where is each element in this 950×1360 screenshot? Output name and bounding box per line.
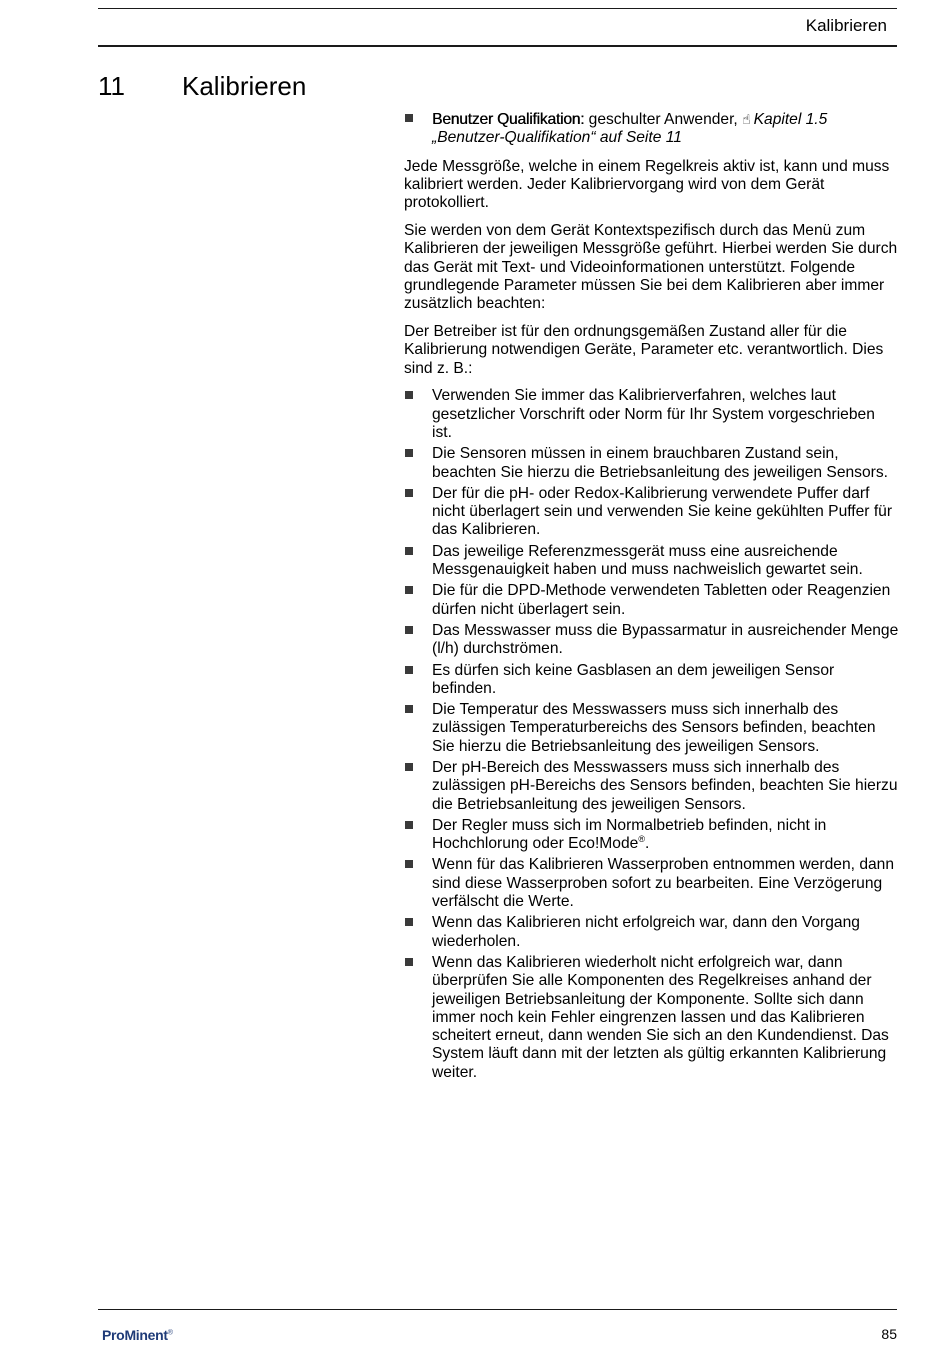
main-content: [404, 110, 899, 1085]
hand-pointer-icon: ☝: [742, 111, 751, 127]
square-bullet-icon: [405, 489, 413, 497]
list-item: [404, 701, 899, 756]
list-item-end: .: [644, 835, 650, 853]
list-item-text: Die für die DPD-Methode verwendeten Tabletten oder Reagenzien dürfen nicht überlagert sein.: [432, 582, 891, 618]
square-bullet-icon: [405, 763, 413, 771]
header-top-rule: [98, 8, 897, 9]
list-item: [404, 387, 899, 442]
prominent-logo: [102, 1327, 173, 1343]
list-item: [404, 662, 899, 699]
list-item-text: Der pH-Bereich des Messwassers muss sich innerhalb des zulässigen pH-Bereichs des Sensors befinden, beachten Sie hierzu die Betriebsanleitung des jeweiligen Sensors.: [432, 759, 898, 813]
square-bullet-icon: [405, 547, 413, 555]
header-bottom-rule: [98, 45, 897, 47]
qualification-list: [404, 110, 899, 148]
registered-mark: ®: [638, 834, 645, 844]
list-item-text: Wenn das Kalibrieren nicht erfolgreich war, dann den Vorgang wiederholen.: [432, 914, 860, 950]
paragraph-3: Der Betreiber ist für den ordnungsgemäßen Zustand aller für die Kalibrierung notwendigen Geräte, Parameter etc. verantwortlich. Dies sind z. B.:: [404, 322, 884, 377]
logo-text: ProMinent: [102, 1327, 168, 1343]
list-item-text: Die Sensoren müssen in einem brauchbaren Zustand sein, beachten Sie hierzu die Betriebsanleitung des jeweiligen Sensors.: [432, 445, 888, 481]
square-bullet-icon: [405, 705, 413, 713]
list-item: [404, 914, 899, 951]
qualification-item: [404, 110, 899, 148]
list-item-text: Das jeweilige Referenzmessgerät muss eine ausreichende Messgenauigkeit haben und muss nachweislich gewartet sein.: [432, 542, 863, 579]
list-item-text: Der Regler muss sich im Normalbetrieb befinden, nicht in Hochchlorung oder Eco!Mode: [432, 816, 827, 853]
square-bullet-icon: [405, 821, 413, 829]
page-number: 85: [881, 1326, 897, 1342]
list-item-text: Das Messwasser muss die Bypassarmatur in ausreichender Menge (l/h) durchströmen.: [432, 621, 899, 658]
list-item-text: Der für die pH- oder Redox-Kalibrierung verwendete Puffer darf nicht überlagert sein und verwenden Sie keine gekühlten Puffer für das Kalibrieren.: [432, 484, 893, 539]
chapter-number: 11: [98, 71, 125, 101]
requirements-list: [404, 387, 899, 1082]
chapter-title: Kalibrieren: [182, 71, 307, 101]
qualification-text: geschulter Anwender,: [588, 111, 738, 128]
list-item: [404, 856, 899, 911]
list-item: [404, 817, 899, 854]
list-item-text: Es dürfen sich keine Gasblasen an dem jeweiligen Sensor befinden.: [432, 661, 835, 697]
list-item: [404, 759, 899, 814]
chapter-heading: [98, 70, 306, 102]
paragraph-1: Jede Messgröße, welche in einem Regelkreis aktiv ist, kann und muss kalibriert werden. Jeder Kalibriervorgang wird von dem Gerät protokolliert.: [404, 157, 890, 212]
qualification-label: Benutzer Qualifikation:: [432, 111, 585, 128]
list-item: [404, 543, 899, 580]
list-item: [404, 582, 899, 619]
square-bullet-icon: [405, 449, 413, 457]
list-item: [404, 622, 899, 659]
list-item: [404, 445, 899, 482]
square-bullet-icon: [405, 626, 413, 634]
square-bullet-icon: [405, 958, 413, 966]
square-bullet-icon: [405, 391, 413, 399]
square-bullet-icon: [405, 666, 413, 674]
footer-rule: [98, 1309, 897, 1310]
square-bullet-icon: [405, 586, 413, 594]
list-item: [404, 954, 899, 1082]
logo-registered-mark: ®: [167, 1329, 173, 1337]
square-bullet-icon: [405, 860, 413, 868]
running-header-title: Kalibrieren: [805, 16, 887, 35]
list-item-text: Die Temperatur des Messwassers muss sich innerhalb des zulässigen Temperaturbereichs des Sensors befinden, beachten Sie hierzu die Betriebsanleitung des jeweiligen Sensors.: [432, 701, 876, 755]
list-item: [404, 485, 899, 540]
paragraph-2: Sie werden von dem Gerät Kontextspezifisch durch das Menü zum Kalibrieren der jeweiligen Messgröße geführt. Hierbei werden Sie durch das Gerät mit Text- und Videoinformationen unterstützt. Folgende grundlegende Parameter müssen Sie bei dem Kalibrieren aber immer zusätzlich beachten:: [404, 221, 898, 313]
square-bullet-icon: [405, 114, 413, 122]
list-item-text: Verwenden Sie immer das Kalibrierverfahren, welches laut gesetzlicher Vorschrift oder Norm für Ihr System vorgeschrieben ist.: [432, 387, 875, 441]
list-item-text: Wenn für das Kalibrieren Wasserproben entnommen werden, dann sind diese Wasserproben sofort zu bearbeiten. Eine Verzögerung verfälscht die Werte.: [432, 856, 895, 911]
square-bullet-icon: [405, 918, 413, 926]
list-item-text: Wenn das Kalibrieren wiederholt nicht erfolgreich war, dann überprüfen Sie alle Komponenten des Regelkreises anhand der jeweiligen Betriebsanleitung der Komponente. Sollte sich dann immer noch kein Fehler eingrenzen lassen und das Kalibrieren scheitert erneut, dann wenden Sie sich an den Kundendienst. Das System läuft dann mit der letzten als gültig erkannten Kalibrierung weiter.: [432, 953, 889, 1081]
qualification-reference-text: Kapitel 1.5 „Benutzer-Qualifikation“ auf Seite 11: [432, 111, 828, 147]
